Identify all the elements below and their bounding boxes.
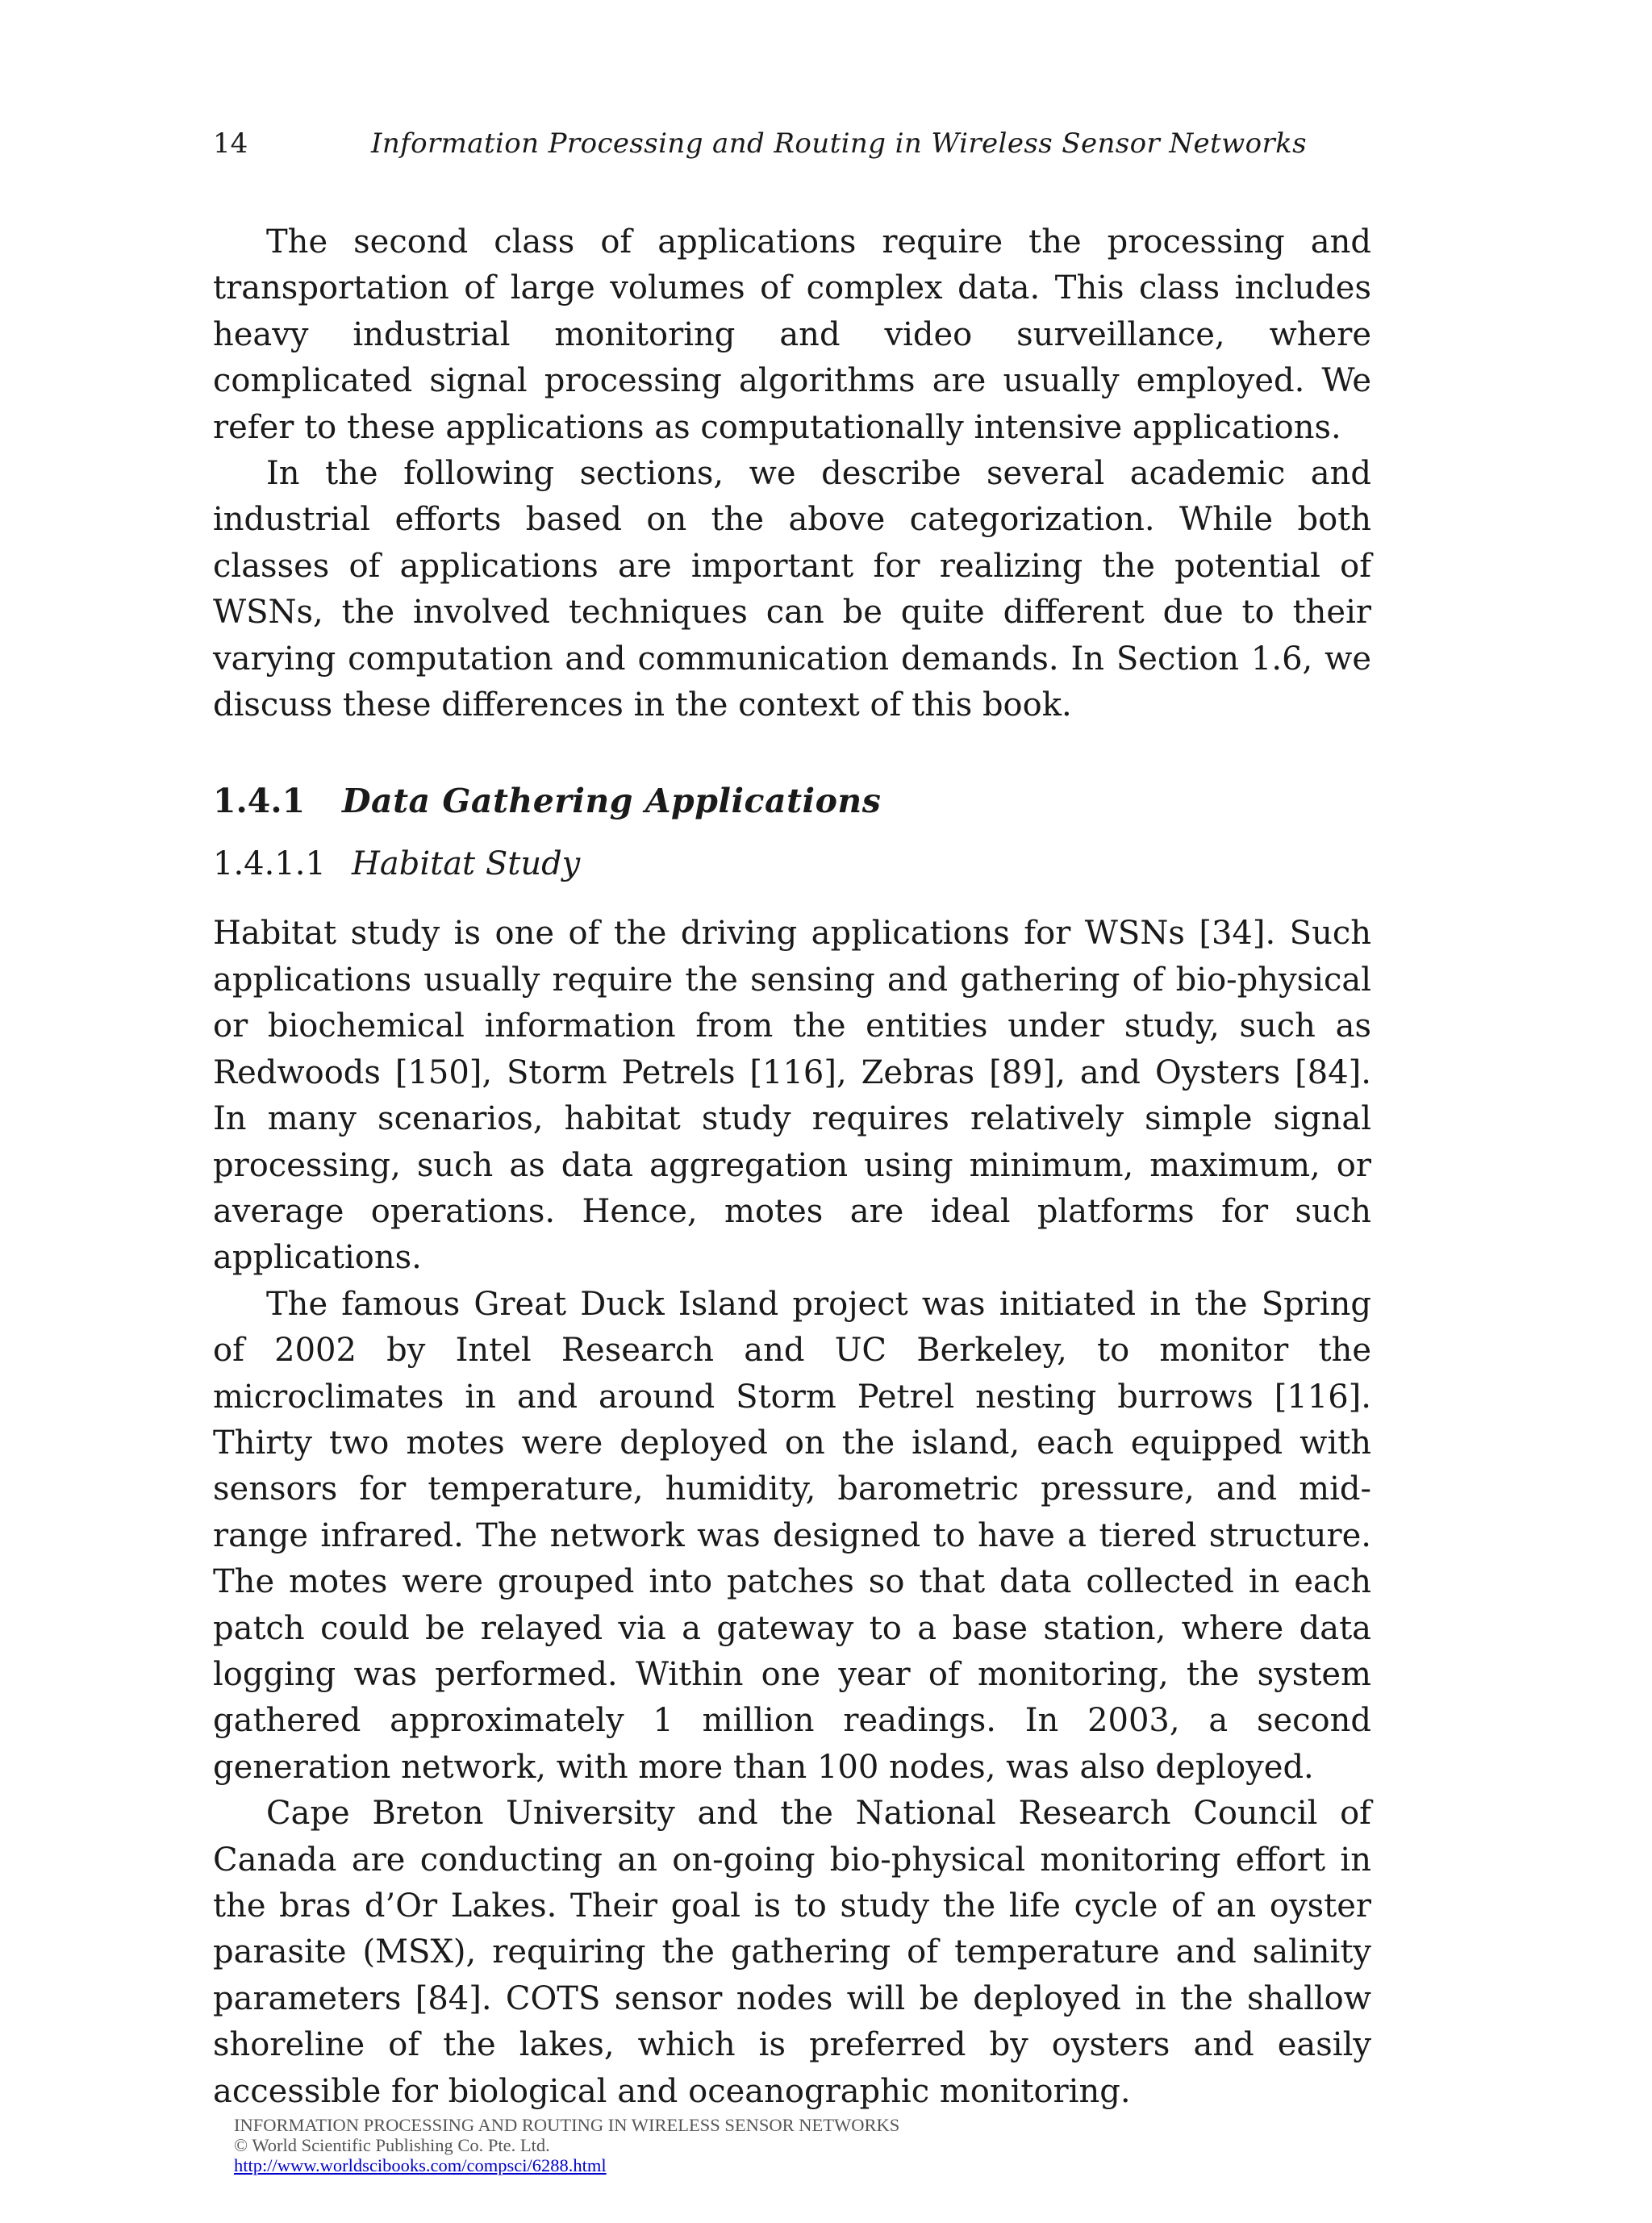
footer-book-title: INFORMATION PROCESSING AND ROUTING IN WIRELESS SENSOR NETWORKS <box>234 2115 900 2135</box>
page-number: 14 <box>213 127 248 160</box>
section-number: 1.4.1 <box>213 782 306 821</box>
running-head <box>213 127 1371 168</box>
paragraph-applications-class: The second class of applications require the processing and transportation of large volumes of complex data. This class includes heavy industrial monitoring and video surveillance, where complicated signal processing algorithms are usually employed. We refer to these applications as computationally intensive applications. <box>213 223 1371 446</box>
paragraph-cape-breton: Cape Breton University and the National Research Council of Canada are conducting an on-going bio-physical monitoring effort in the bras d’Or Lakes. Their goal is to study the life cycle of an oyster parasite (MSX), requiring the gathering of temperature and salinity parameters [84]. COTS sensor nodes will be deployed in the shallow shoreline of the lakes, which is preferred by oysters and easily accessible for biological and oceanographic monitoring. <box>213 1795 1371 2110</box>
section-title: Data Gathering Applications <box>342 782 882 821</box>
footer-url-link[interactable]: http://www.worldscibooks.com/compsci/6288.html <box>234 2155 607 2175</box>
paragraph-habitat-study: Habitat study is one of the driving applications for WSNs [34]. Such applications usually require the sensing and gathering of bio-physical or biochemical information from the entities under study, such as Redwoods [150], Storm Petrels [116], Zebras [89], and Oysters [84]. In many scenarios, habitat study requires relatively simple signal processing, such as data aggregation using minimum, maximum, or average operations. Hence, motes are ideal platforms for such applications. <box>213 915 1371 1277</box>
publisher-footer <box>234 2115 899 2175</box>
paragraph-great-duck-island: The famous Great Duck Island project was initiated in the Spring of 2002 by Intel Research and UC Berkeley, to monitor the microclimates in and around Storm Petrel nesting burrows [116]. Thirty two motes were deployed on the island, each equipped with sensors for temperature, humidity, barometric pressure, and mid-range infrared. The network was designed to have a tiered structure. The motes were grouped into patches so that data collected in each patch could be relayed via a gateway to a base station, where data logging was performed. Within one year of monitoring, the system gathered approximately 1 million readings. In 2003, a second generation network, with more than 100 nodes, was also deployed. <box>213 1285 1371 1786</box>
footer-copyright: © World Scientific Publishing Co. Pte. Ltd. <box>234 2135 550 2155</box>
running-title: Information Processing and Routing in Wireless Sensor Networks <box>371 127 1307 160</box>
paragraph-following-sections: In the following sections, we describe several academic and industrial efforts based on the above categorization. While both classes of applications are important for realizing the potential of WSNs, the involved techniques can be quite different due to their varying computation and communication demands. In Section 1.6, we discuss these differences in the context of this book. <box>213 455 1371 724</box>
subsection-title: Habitat Study <box>352 845 581 883</box>
subsection-heading <box>213 841 1371 911</box>
body-text <box>213 219 1371 2115</box>
section-heading <box>213 778 1371 830</box>
subsection-number: 1.4.1.1 <box>213 845 326 883</box>
